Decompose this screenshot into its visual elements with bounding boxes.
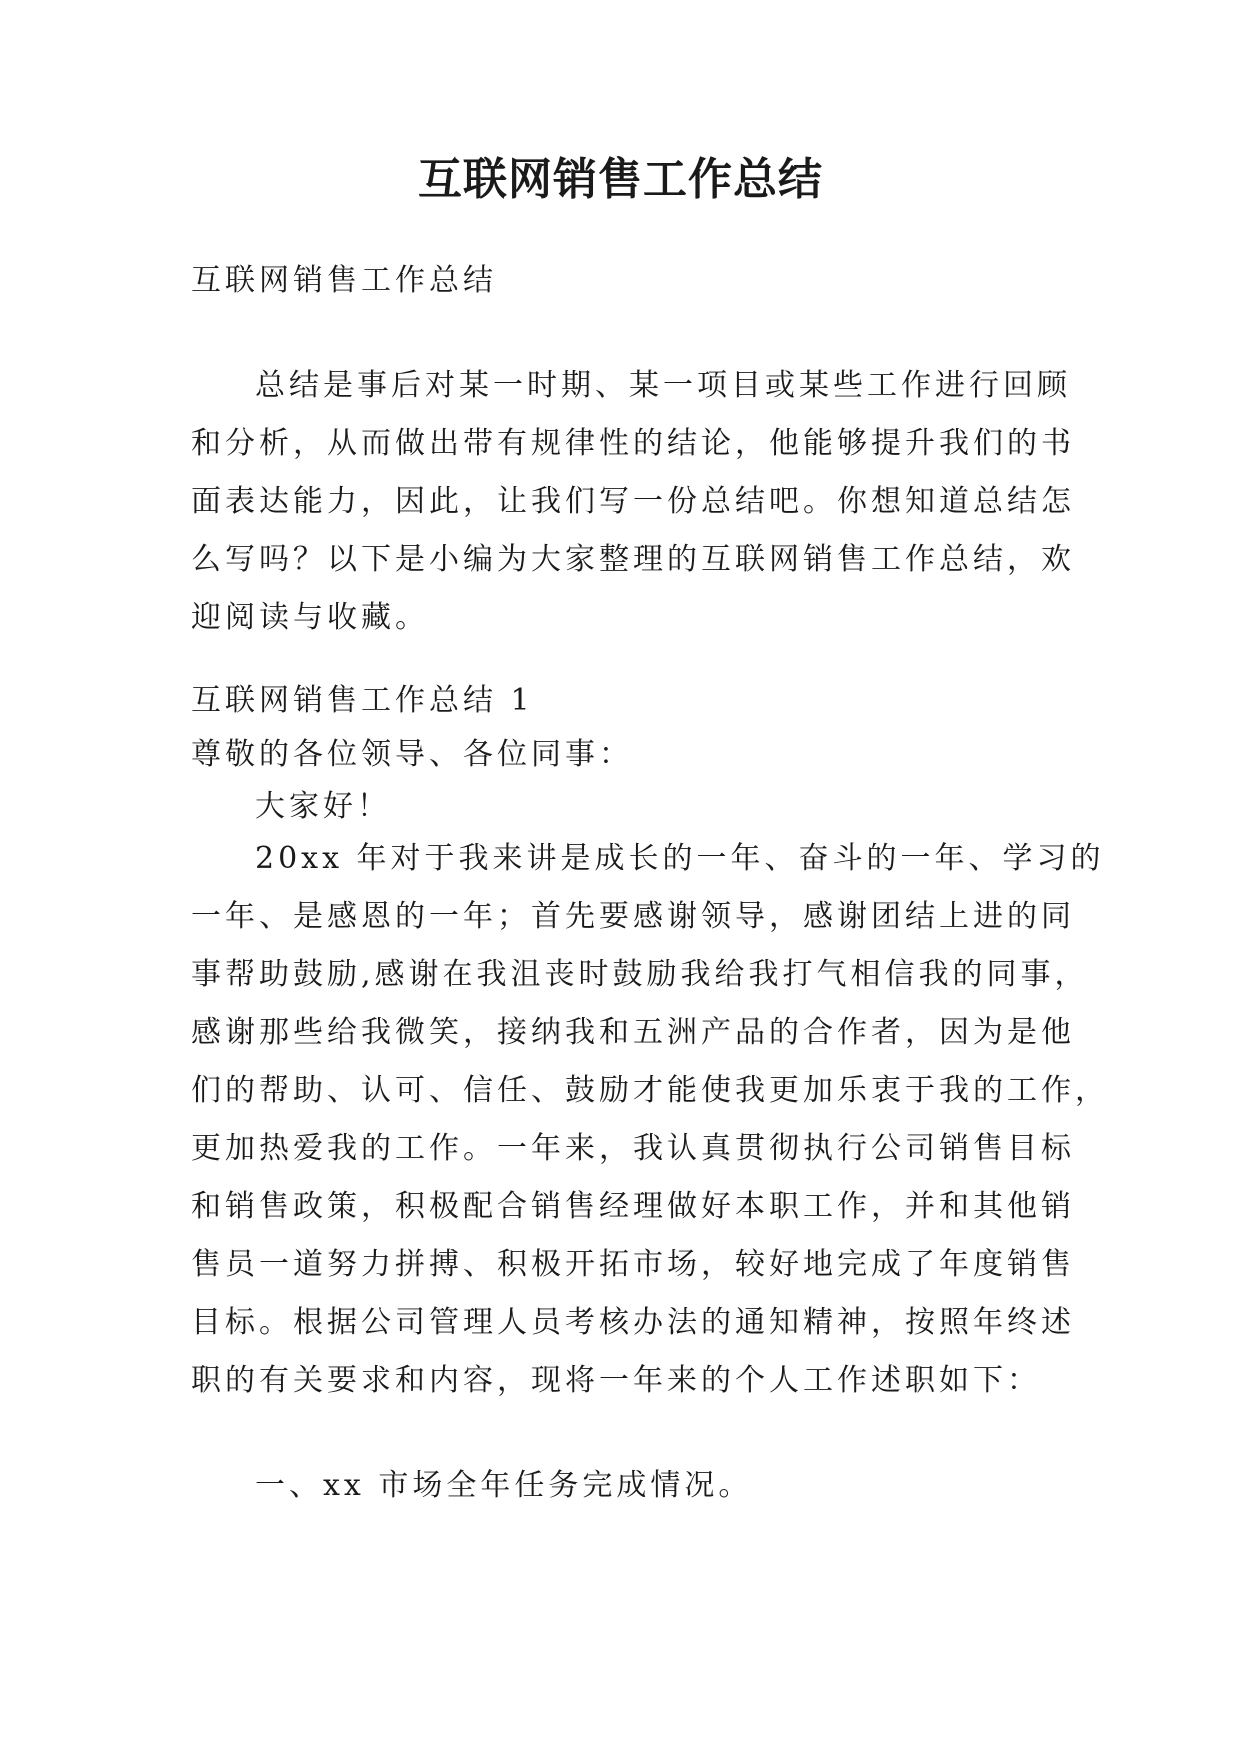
list-item — [191, 1457, 1051, 1515]
body-line: 感谢那些给我微笑，接纳我和五洲产品的合作者，因为是他 — [191, 1015, 1075, 1050]
list-item-text: 一、xx 市场全年任务完成情况。 — [255, 1468, 753, 1503]
intro-line: 么写吗？以下是小编为大家整理的互联网销售工作总结，欢 — [191, 542, 1075, 577]
section-heading — [191, 672, 1051, 730]
body-line: 们的帮助、认可、信任、鼓励才能使我更加乐衷于我的工作， — [191, 1073, 1109, 1108]
body-line: 更加热爱我的工作。一年来，我认真贯彻执行公司销售目标 — [191, 1131, 1075, 1166]
intro-line: 和分析，从而做出带有规律性的结论，他能够提升我们的书 — [191, 426, 1075, 461]
intro-line: 迎阅读与收藏。 — [191, 600, 429, 635]
body-line: 一年、是感恩的一年；首先要感谢领导，感谢团结上进的同 — [191, 899, 1075, 934]
body-line: 售员一道努力拼搏、积极开拓市场，较好地完成了年度销售 — [191, 1247, 1075, 1282]
intro-line: 面表达能力，因此，让我们写一份总结吧。你想知道总结怎 — [191, 484, 1075, 519]
salutation — [191, 726, 1051, 784]
body-line: 事帮助鼓励,感谢在我沮丧时鼓励我给我打气相信我的同事， — [191, 957, 1089, 992]
section-heading-text: 互联网销售工作总结 1 — [191, 683, 534, 718]
body-paragraph — [191, 830, 1109, 1410]
greeting-text: 大家好！ — [255, 789, 391, 824]
intro-line: 总结是事后对某一时期、某一项目或某些工作进行回顾 — [255, 368, 1071, 403]
intro-paragraph — [191, 357, 1075, 647]
greeting — [191, 778, 1051, 836]
document-title: 互联网销售工作总结 — [418, 154, 823, 205]
body-line: 和销售政策，积极配合销售经理做好本职工作，并和其他销 — [191, 1189, 1075, 1224]
body-line: 职的有关要求和内容，现将一年来的个人工作述职如下： — [191, 1363, 1041, 1398]
body-line: 20xx 年对于我来讲是成长的一年、奋斗的一年、学习的 — [255, 841, 1105, 876]
subtitle-text: 互联网销售工作总结 — [191, 263, 497, 298]
document-subtitle — [191, 252, 1051, 310]
body-line: 目标。根据公司管理人员考核办法的通知精神，按照年终述 — [191, 1305, 1075, 1340]
salutation-text: 尊敬的各位领导、各位同事： — [191, 737, 633, 772]
